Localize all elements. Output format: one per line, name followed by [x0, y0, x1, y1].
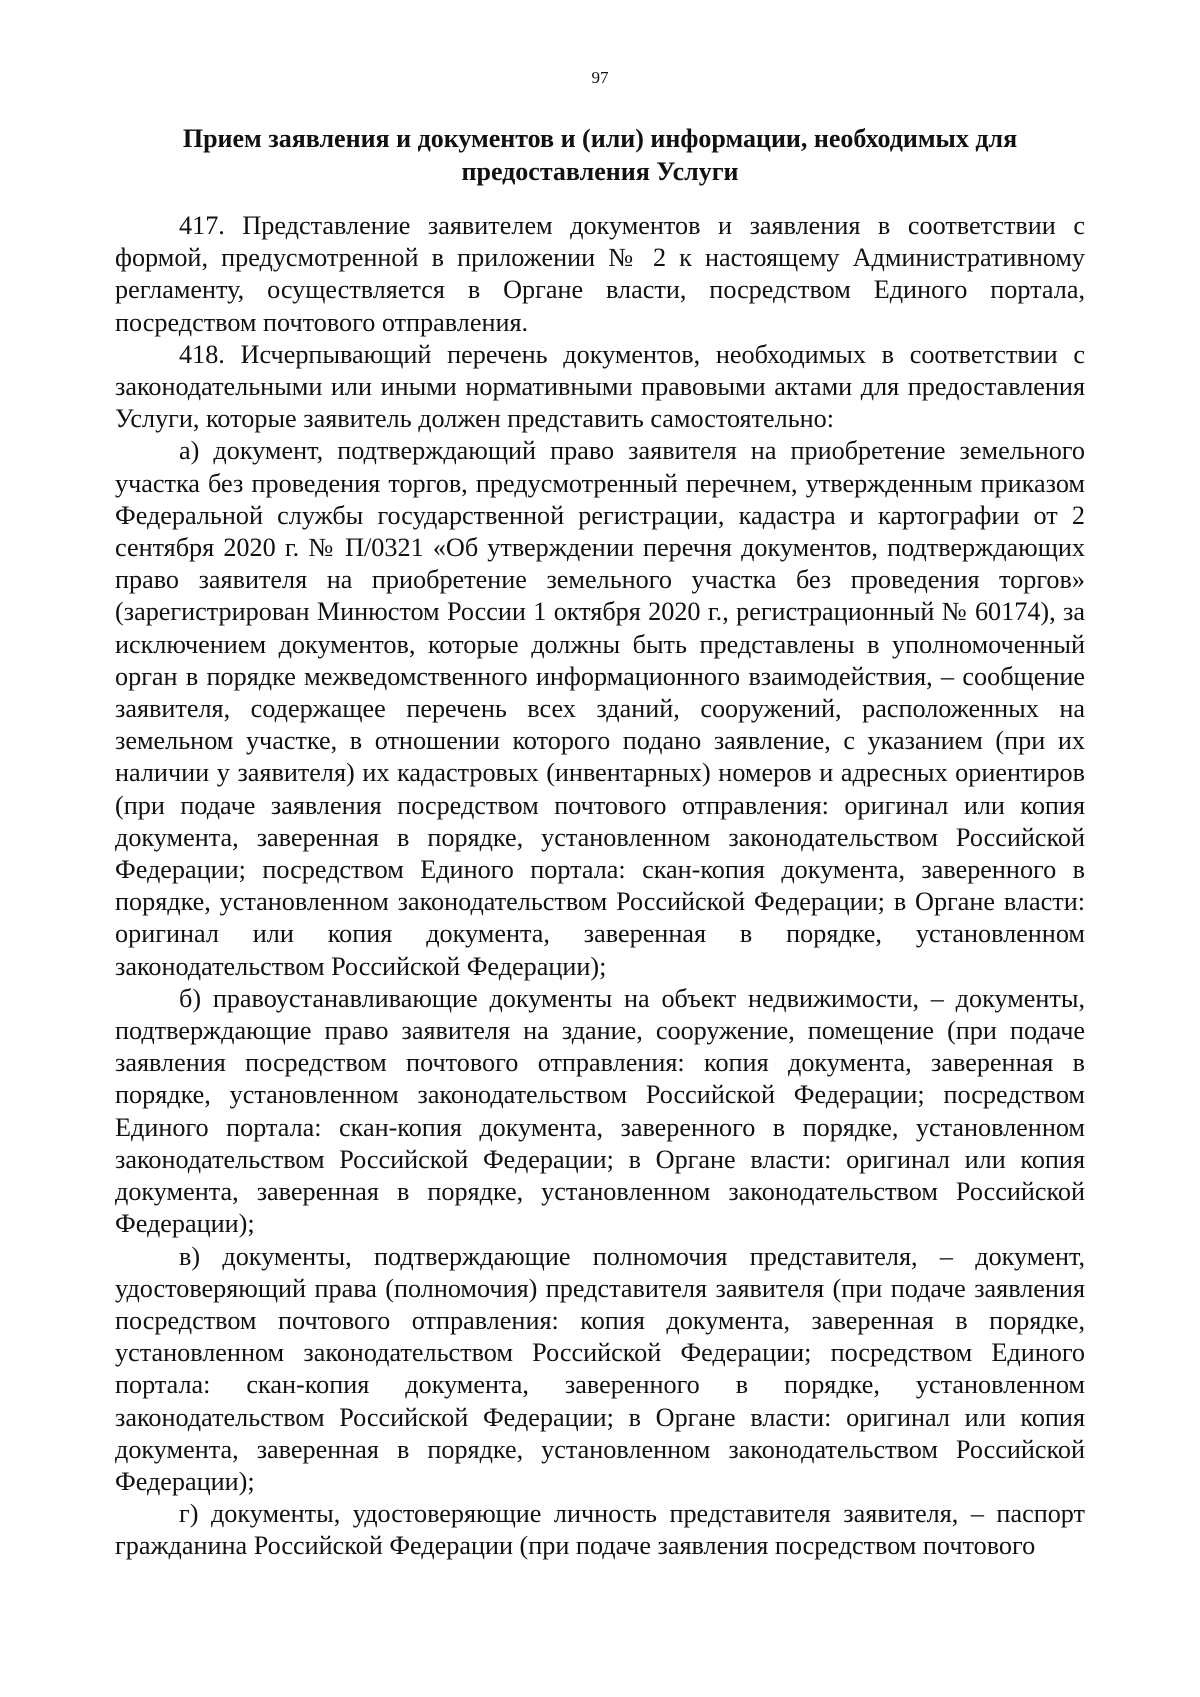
- section-title: Прием заявления и документов и (или) информации, необходимых для предоставления Услуги: [182, 124, 1018, 186]
- paragraph-item-v: в) документы, подтверждающие полномочия представителя, – документ, удостоверяющий права (полномочия) представителя заявителя (при подаче заявления посредством почтового отправления: копия документа, заверенная в порядке, установленном законодательством Российской Федерации; посредством Единого портала: скан-копия документа, заверенного в порядке, установленном законодательством Российской Федерации; в Органе власти: оригинал или копия документа, заверенная в порядке, установленном законодательством Российской Федерации);: [115, 1241, 1085, 1496]
- paragraph-418: 418. Исчерпывающий перечень документов, необходимых в соответствии с законодательными или иными нормативными правовыми актами для предоставления Услуги, которые заявитель должен представить самостоятельно:: [115, 339, 1085, 434]
- paragraph-417: 417. Представление заявителем документов и заявления в соответствии с формой, предусмотренной в приложении № 2 к настоящему Административному регламенту, осуществляется в Органе власти, посредством Единого портала, посредством почтового отправления.: [115, 211, 1085, 337]
- paragraph-item-g: г) документы, удостоверяющие личность представителя заявителя, – паспорт гражданина Российской Федерации (при подаче заявления посредством почтового: [115, 1499, 1085, 1561]
- paragraph-item-a: а) документ, подтверждающий право заявителя на приобретение земельного участка без проведения торгов, предусмотренный перечнем, утвержденным приказом Федеральной службы государственной регистрации, кадастра и картографии от 2 сентября 2020 г. № П/0321 «Об утверждении перечня документов, подтверждающих право заявителя на приобретение земельного участка без проведения торгов» (зарегистрирован Минюстом России 1 октября 2020 г., регистрационный № 60174), за исключением документов, которые должны быть представлены в уполномоченный орган в порядке межведомственного информационного взаимодействия, – сообщение заявителя, содержащее перечень всех зданий, сооружений, расположенных на земельном участке, в отношении которого подано заявление, с указанием (при их наличии у заявителя) их кадастровых (инвентарных) номеров и адресных ориентиров (при подаче заявления посредством почтового отправления: оригинал или копия документа, заверенная в порядке, установленном законодательством Российской Федерации; посредством Единого портала: скан-копия документа, заверенного в порядке, установленном законодательством Российской Федерации; в Органе власти: оригинал или копия документа, заверенная в порядке, установленном законодательством Российской Федерации);: [115, 436, 1085, 981]
- document-body: [115, 210, 1085, 1563]
- paragraph-item-b: б) правоустанавливающие документы на объект недвижимости, – документы, подтверждающие право заявителя на здание, сооружение, помещение (при подаче заявления посредством почтового отправления: копия документа, заверенная в порядке, установленном законодательством Российской Федерации; посредством Единого портала: скан-копия документа, заверенного в порядке, установленном законодательством Российской Федерации; в Органе власти: оригинал или копия документа, заверенная в порядке, установленном законодательством Российской Федерации);: [115, 983, 1085, 1239]
- page-number: 97: [591, 68, 609, 87]
